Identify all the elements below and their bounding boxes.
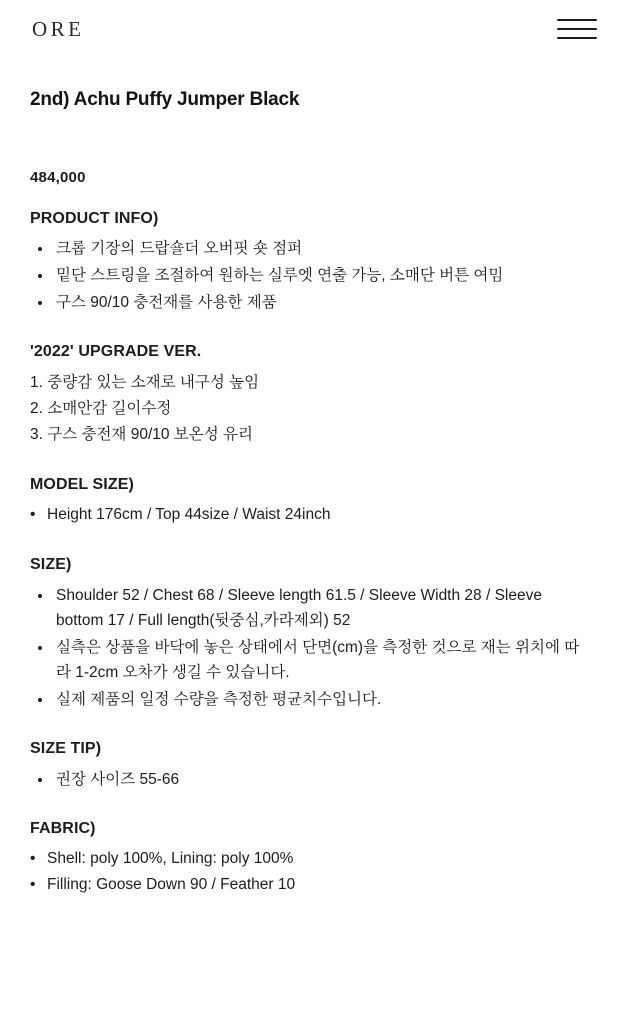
size-tip-list: [30, 767, 593, 792]
menu-line-1: [557, 19, 597, 21]
model-size-item: • Height 176cm / Top 44size / Waist 24inch: [30, 502, 593, 528]
list-item: 실측은 상품을 바닥에 놓은 상태에서 단면(cm)을 측정한 것으로 재는 위치에 따라 1-2cm 오차가 생길 수 있습니다.: [30, 635, 593, 685]
product-content: [0, 88, 623, 924]
product-price: 484,000: [30, 168, 86, 186]
upgrade-list: [30, 370, 593, 448]
bottom-spacer: [30, 898, 593, 924]
brand-logo[interactable]: ORE: [32, 16, 85, 41]
list-item: 3. 구스 충전재 90/10 보온성 유리: [30, 425, 253, 443]
list-item: Shoulder 52 / Chest 68 / Sleeve length 61.5 / Sleeve Width 28 / Sleeve bottom 17 / Full length(뒷중심,카라제외) 52: [30, 583, 593, 633]
size-list: [30, 583, 593, 713]
list-item: 구스 90/10 충전재를 사용한 제품: [30, 290, 593, 315]
fabric-item: • Shell: poly 100%, Lining: poly 100%: [30, 846, 593, 872]
hamburger-menu-icon[interactable]: [557, 12, 597, 46]
section-heading-model-size: MODEL SIZE): [30, 475, 134, 493]
page-title: 2nd) Achu Puffy Jumper Black: [30, 89, 300, 110]
menu-line-3: [557, 37, 597, 39]
menu-line-2: [557, 28, 597, 30]
product-info-list: [30, 236, 593, 315]
section-heading-size: SIZE): [30, 556, 72, 574]
section-heading-size-tip: SIZE TIP): [30, 740, 102, 758]
fabric-item: • Filling: Goose Down 90 / Feather 10: [30, 872, 593, 898]
section-heading-fabric: FABRIC): [30, 819, 96, 837]
list-item: 실제 제품의 일정 수량을 측정한 평균치수입니다.: [30, 687, 593, 712]
section-heading-product-info: PRODUCT INFO): [30, 209, 159, 227]
list-item: 크롭 기장의 드랍숄더 오버핏 숏 점퍼: [30, 236, 593, 261]
list-item: 권장 사이즈 55-66: [30, 767, 593, 792]
list-item: 밑단 스트링을 조절하여 원하는 실루엣 연출 가능, 소매단 버튼 여밈: [30, 263, 593, 288]
list-item: 2. 소매안감 길이수정: [30, 399, 172, 417]
section-heading-upgrade: '2022' UPGRADE VER.: [30, 343, 202, 361]
list-item: 1. 중량감 있는 소재로 내구성 높임: [30, 373, 260, 391]
site-header: [0, 0, 623, 58]
